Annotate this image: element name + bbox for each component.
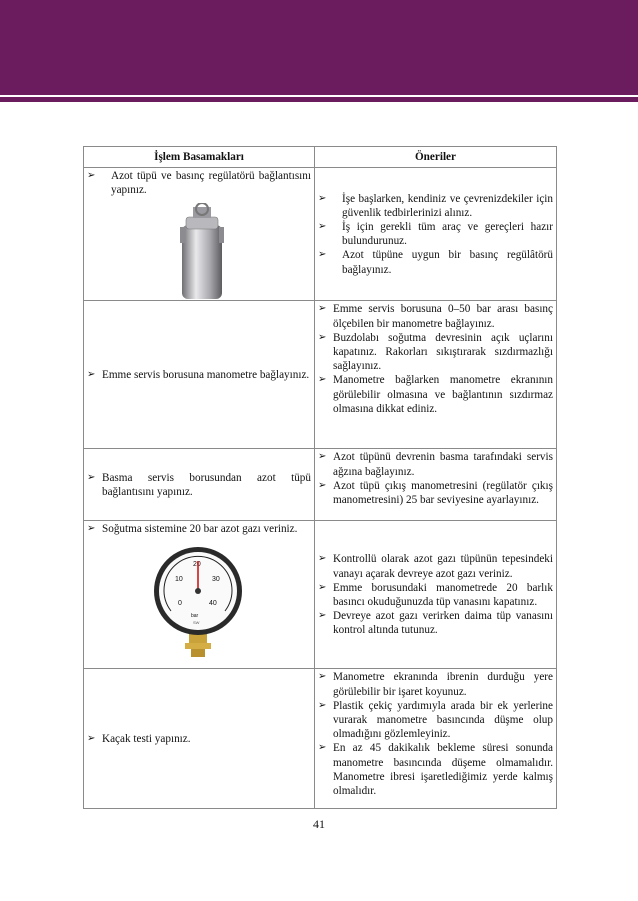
gauge-tick-0: 0 — [178, 599, 182, 607]
table-row — [84, 669, 557, 809]
arrow-bullet-icon: ➢ — [318, 479, 327, 491]
suggestion-cell — [315, 301, 557, 449]
arrow-bullet-icon: ➢ — [318, 374, 327, 386]
gauge-tick-10: 10 — [175, 575, 183, 583]
procedure-table — [83, 146, 557, 809]
suggestion-item: ➢ Manometre bağlarken manometre ekranının görülebilir olmasına ve bağlantının sızdırmaz olmasına dikkat ediniz. — [318, 374, 553, 415]
table-row — [84, 521, 557, 669]
step-cell — [84, 301, 315, 449]
step-text: Soğutma sistemine 20 bar azot gazı veriniz. — [102, 523, 298, 536]
suggestion-item: ➢ En az 45 dakikalık bekleme süresi sonunda manometre basıncında düşeme olmamalıdır. Manometre ibresi işaretlediğimiz yerde kalmış olmalıdır. — [318, 742, 553, 798]
suggestion-cell — [315, 449, 557, 521]
step-cell — [84, 168, 315, 301]
step-cell — [84, 449, 315, 521]
arrow-bullet-icon: ➢ — [318, 699, 327, 711]
arrow-bullet-icon: ➢ — [318, 331, 327, 343]
suggestion-item: ➢ Buzdolabı soğutma devresinin açık uçlarını kapatınız. Rakorları sıkıştırarak sızdırmazlığı sağlayınız. — [318, 331, 553, 373]
suggestion-item: ➢ İşe başlarken, kendiniz ve çevrenizdekiler için güvenlik tedbirlerinizi alınız. — [318, 192, 553, 219]
table-row — [84, 301, 557, 449]
arrow-bullet-icon: ➢ — [318, 249, 327, 261]
arrow-bullet-icon: ➢ — [87, 732, 96, 744]
header-rule — [0, 97, 638, 102]
suggestion-item: ➢ Azot tüpü çıkış manometresini (regülatör çıkış manometresini) 25 bar seviyesine ayarlayınız. — [318, 479, 553, 507]
nitrogen-tank-image — [178, 203, 226, 299]
gauge-unit: bar — [191, 612, 199, 619]
suggestion-item: ➢ Devreye azot gazı verirken daima tüp vanasını kontrol altında tutunuz. — [318, 610, 553, 637]
arrow-bullet-icon: ➢ — [318, 581, 327, 593]
suggestion-item: ➢ Azot tüpüne uygun bir basınç regülâtörü bağlayınız. — [318, 249, 553, 276]
suggestion-item: ➢ Plastik çekiç yardımıyla arada bir ek yerlerine vurarak manometre basıncında düşme olup olmadığını gözlemleyiniz. — [318, 699, 553, 741]
arrow-bullet-icon: ➢ — [318, 221, 327, 232]
suggestion-item: ➢ Emme borusundaki manometrede 20 barlık basıncı okuduğunuzda tüp vanasını kapatınız. — [318, 581, 553, 608]
arrow-bullet-icon: ➢ — [87, 523, 96, 535]
pressure-gauge-image — [151, 545, 245, 657]
suggestion-item: ➢ Manometre ekranında ibrenin durduğu yere görülebilir bir işaret koyunuz. — [318, 671, 553, 698]
page-number: 41 — [313, 817, 325, 831]
suggestion-item: ➢ Azot tüpünü devrenin basma tarafındaki servis ağzına bağlayınız. — [318, 451, 553, 478]
suggestion-cell — [315, 669, 557, 809]
header-suggestions: Öneriler — [315, 147, 557, 168]
step-cell — [84, 521, 315, 669]
table-header-row — [84, 147, 557, 168]
header-band — [0, 0, 638, 95]
suggestion-item: ➢ Kontrollü olarak azot gazı tüpünün tepesindeki vanayı açarak devreye azot gazı veriniz. — [318, 553, 553, 580]
suggestion-item: ➢ Emme servis borusuna 0–50 bar arası basınç ölçebilen bir manometre bağlayınız. — [318, 303, 553, 330]
step-text: Azot tüpü ve basınç regülatörü bağlantısını yapınız. — [111, 170, 311, 197]
suggestion-cell — [315, 168, 557, 301]
arrow-bullet-icon: ➢ — [318, 451, 327, 463]
arrow-bullet-icon: ➢ — [318, 192, 327, 204]
arrow-bullet-icon: ➢ — [318, 742, 327, 754]
step-cell — [84, 669, 315, 809]
arrow-bullet-icon: ➢ — [87, 368, 96, 380]
suggestion-cell — [315, 521, 557, 669]
step-text: Kaçak testi yapınız. — [102, 732, 191, 745]
gauge-tick-20: 20 — [193, 560, 201, 568]
arrow-bullet-icon: ➢ — [318, 553, 327, 565]
gauge-tick-30: 30 — [212, 575, 220, 583]
arrow-bullet-icon: ➢ — [318, 610, 327, 622]
arrow-bullet-icon: ➢ — [87, 471, 96, 483]
table-row — [84, 168, 557, 301]
suggestion-item: ➢ İş için gerekli tüm araç ve gereçleri hazır bulundurunuz. — [318, 221, 553, 248]
arrow-bullet-icon: ➢ — [318, 671, 327, 683]
arrow-bullet-icon: ➢ — [318, 303, 327, 315]
step-text: Emme servis borusuna manometre bağlayınız. — [102, 368, 310, 381]
gauge-brand: SW — [193, 619, 200, 625]
table-row — [84, 449, 557, 521]
header-steps: İşlem Basamakları — [84, 147, 315, 168]
step-text: Basma servis borusundan azot tüpü bağlantısını yapınız. — [102, 471, 311, 498]
gauge-tick-40: 40 — [209, 599, 217, 607]
arrow-bullet-icon: ➢ — [87, 170, 96, 181]
